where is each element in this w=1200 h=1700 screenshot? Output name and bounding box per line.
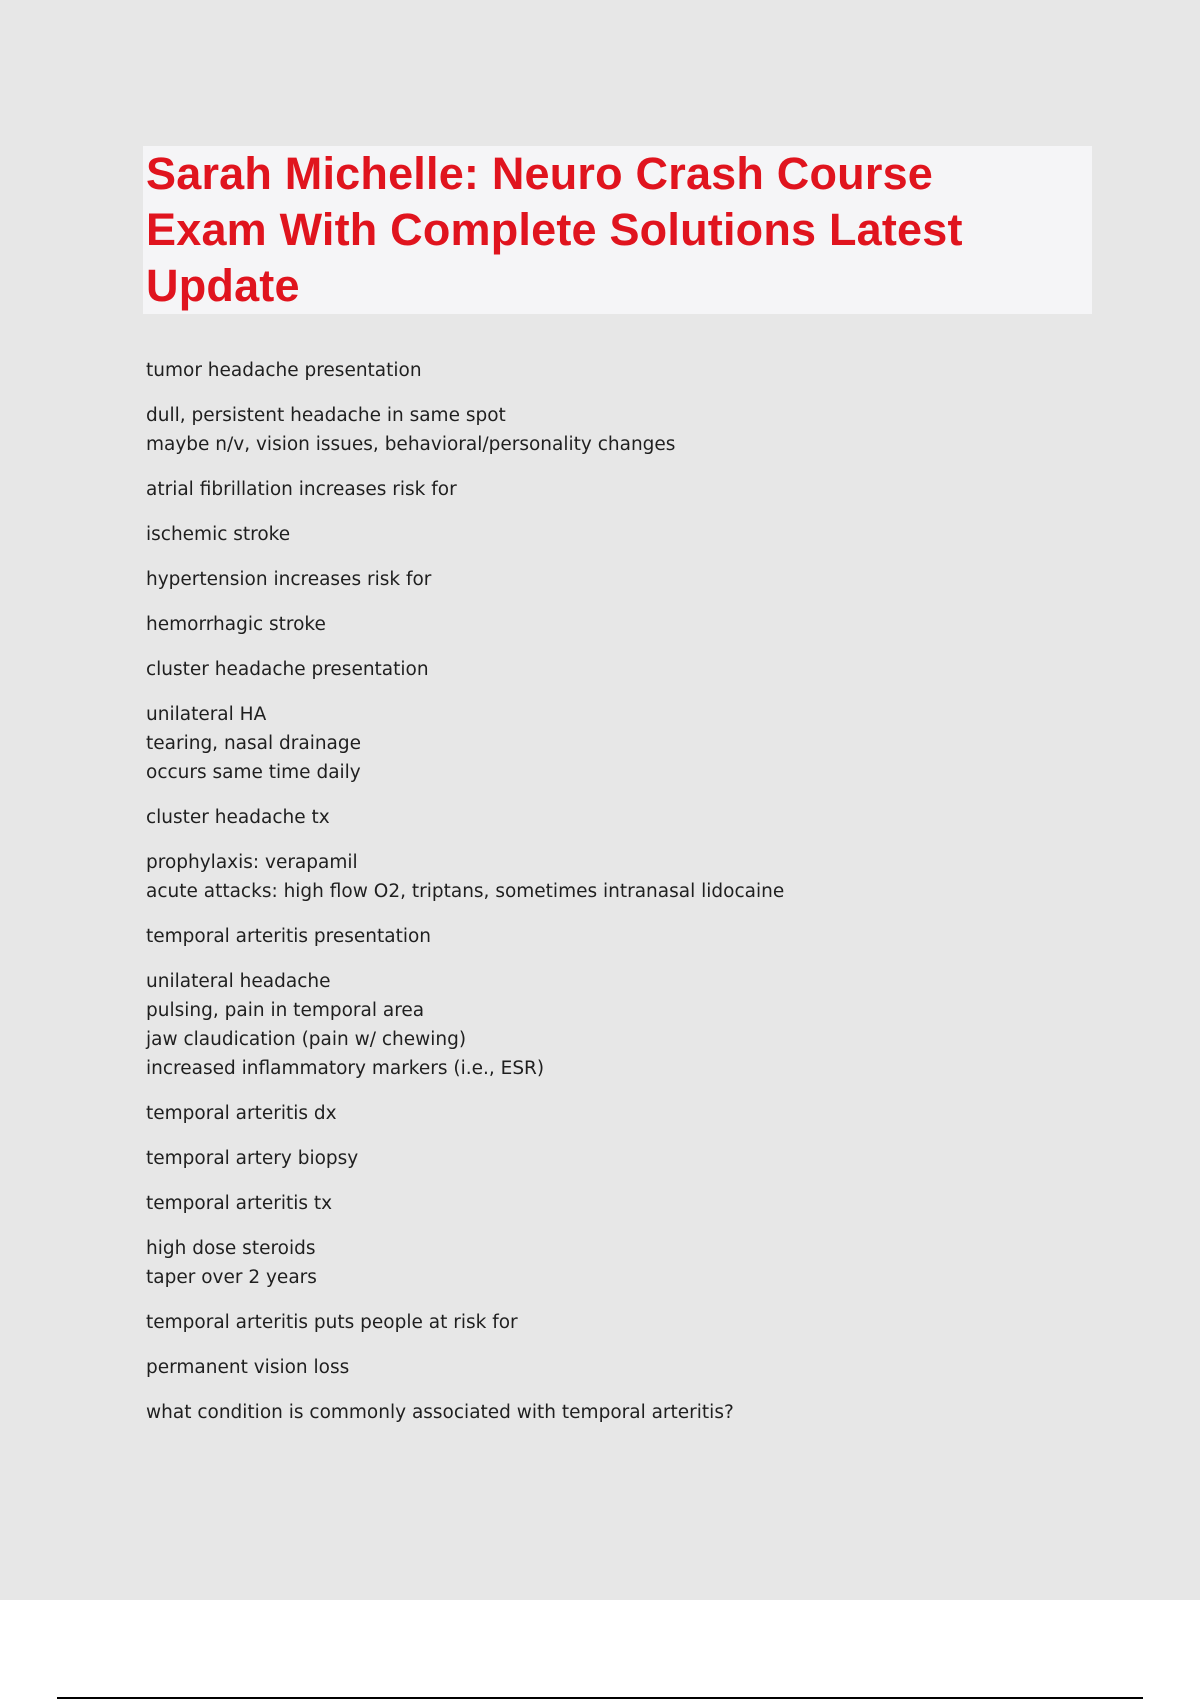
answer-block: temporal artery biopsy: [146, 1148, 359, 1169]
answer-block: high dose steroids taper over 2 years: [146, 1238, 317, 1288]
question-block: what condition is commonly associated with temporal arteritis?: [146, 1402, 734, 1423]
question-block: cluster headache tx: [146, 807, 330, 828]
question-block: tumor headache presentation: [146, 360, 422, 381]
footer-divider: [57, 1697, 1143, 1699]
title-banner: [143, 146, 1092, 314]
flashcard-content: [146, 356, 1106, 1443]
document-title: Sarah Michelle: Neuro Crash Course Exam With Complete Solutions Latest Update: [146, 148, 963, 311]
answer-block: ischemic stroke: [146, 524, 291, 545]
question-block: atrial fibrillation increases risk for: [146, 479, 457, 500]
answer-block: dull, persistent headache in same spot maybe n/v, vision issues, behavioral/personality changes: [146, 405, 676, 455]
answer-block: permanent vision loss: [146, 1357, 350, 1378]
answer-block: unilateral HA tearing, nasal drainage occurs same time daily: [146, 704, 362, 783]
question-block: cluster headache presentation: [146, 659, 429, 680]
question-block: temporal arteritis presentation: [146, 926, 432, 947]
answer-block: prophylaxis: verapamil acute attacks: high flow O2, triptans, sometimes intranasal lidocaine: [146, 852, 785, 902]
question-block: temporal arteritis puts people at risk for: [146, 1312, 518, 1333]
answer-block: unilateral headache pulsing, pain in temporal area jaw claudication (pain w/ chewing) increased inflammatory markers (i.e., ESR): [146, 971, 545, 1079]
question-block: hypertension increases risk for: [146, 569, 432, 590]
answer-block: hemorrhagic stroke: [146, 614, 326, 635]
question-block: temporal arteritis dx: [146, 1103, 337, 1124]
question-block: temporal arteritis tx: [146, 1193, 333, 1214]
